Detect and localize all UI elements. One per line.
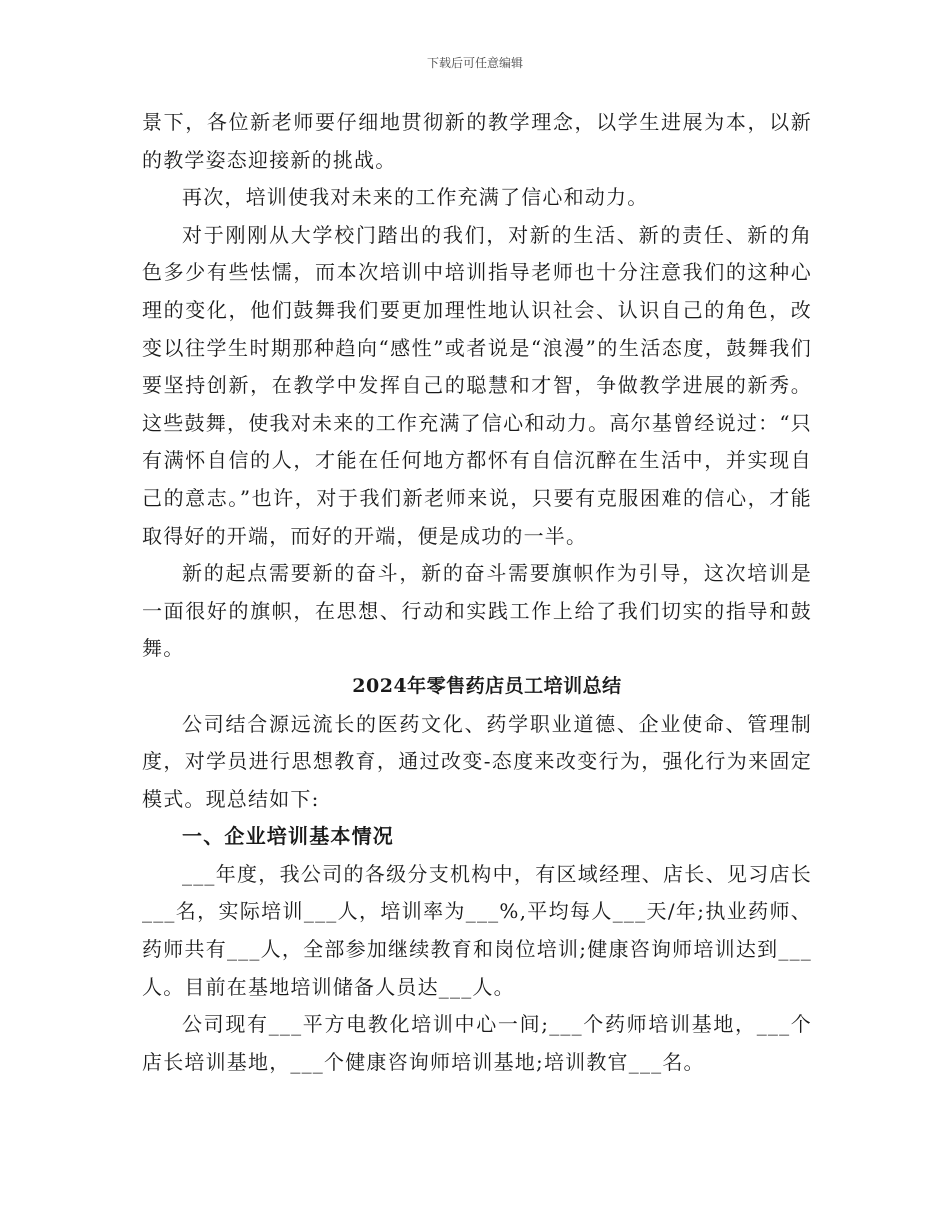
paragraph: ___年度，我公司的各级分支机构中，有区域经理、店长、见习店长___名，实际培训___人，培训率为___%,平均每人___天/年;执业药师、药师共有___人，全部参加继续教育和岗位培训;健康咨询师培训达到___人。目前在基地培训储备人员达___人。 (142, 861, 812, 999)
document-body (142, 104, 812, 1081)
article-intro: 公司结合源远流长的医药文化、药学职业道德、企业使命、管理制度，对学员进行思想教育，通过改变-态度来改变行为，强化行为来固定模式。现总结如下: (142, 711, 812, 811)
page-header-note: 下载后可任意编辑 (426, 56, 523, 70)
paragraph: 再次，培训使我对未来的工作充满了信心和动力。 (182, 185, 649, 210)
paragraph-continuation: 景下，各位新老师要仔细地贯彻新的教学理念，以学生进展为本，以新的教学姿态迎接新的挑战。 (142, 110, 812, 172)
paragraph: 新的起点需要新的奋斗，新的奋斗需要旗帜作为引导，这次培训是一面很好的旗帜，在思想、行动和实践工作上给了我们切实的指导和鼓舞。 (142, 561, 812, 661)
paragraph: 对于刚刚从大学校门踏出的我们，对新的生活、新的责任、新的角色多少有些怯懦，而本次培训中培训指导老师也十分注意我们的这种心理的变化，他们鼓舞我们要更加理性地认识社会、认识自己的角色，改变以往学生时期那种趋向“感性”或者说是“浪漫”的生活态度，鼓舞我们要坚持创新，在教学中发挥自己的聪慧和才智，争做教学进展的新秀。这些鼓舞，使我对未来的工作充满了信心和动力。高尔基曾经说过：“只有满怀自信的人，才能在任何地方都怀有自信沉醉在生活中，并实现自己的意志。”也许，对于我们新老师来说，只要有克服困难的信心，才能取得好的开端，而好的开端，便是成功的一半。 (142, 222, 812, 548)
paragraph: 公司现有___平方电教化培训中心一间;___个药师培训基地，___个店长培训基地，___个健康咨询师培训基地;培训教官___名。 (142, 1012, 812, 1074)
article-title: 2024年零售药店员工培训总结 (352, 674, 622, 697)
section-heading: 一、企业培训基本情况 (182, 824, 394, 849)
